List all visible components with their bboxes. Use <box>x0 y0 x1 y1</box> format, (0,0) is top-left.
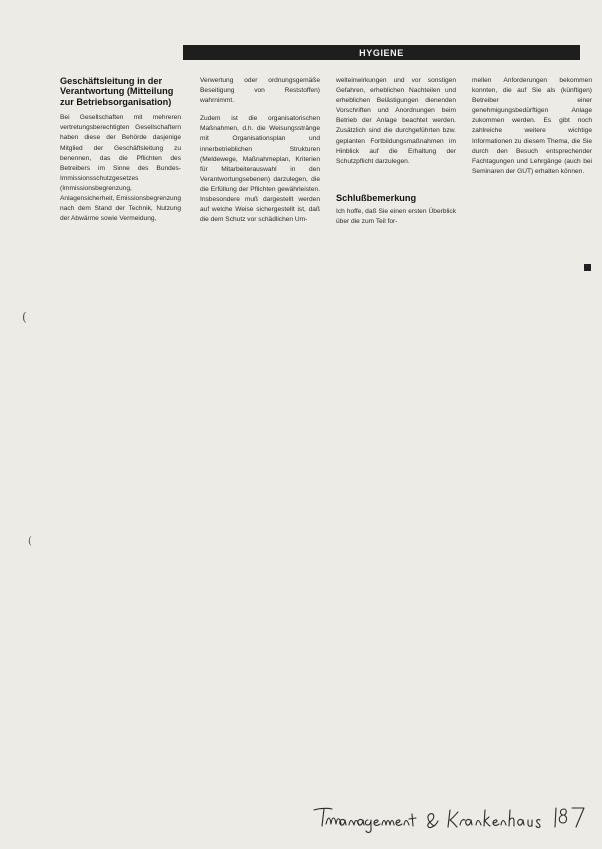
article-subheading-1: Geschäftsleitung in der Verantwortung (Mitteilung zur Betriebsorganisation) <box>60 76 174 107</box>
handwritten-signature <box>300 800 600 840</box>
punch-hole-mark-top: ( <box>22 310 27 324</box>
column3-paragraph-2: Ich hoffe, daß Sie einen ersten Überblick über die zum Teil for- <box>336 208 456 226</box>
column1-body: Bei Gesellschaften mit mehreren vertretungsberechtigten Gesellschaftern haben diese der Behörde dasjenige Mitglied der Geschäftsleitung zu benennen, das die Pflichten des Betreibers im Sinne des Bundes-Immissionsschutzgesetzes (Immissionsbegrenzung, Anlagensicherheit, Emissionsbegrenzung nach dem Stand der Technik, Nutzung der Abwärme sowie Vermeidung, <box>60 114 181 223</box>
column2-paragraph-1: Verwertung oder ordnungsgemäße Beseitigung von Reststoffen) wahrnimmt. <box>200 77 320 105</box>
section-header <box>183 45 580 60</box>
text-column-1 <box>60 76 181 224</box>
handwritten-signature-drawing <box>300 800 600 840</box>
column4-body: mellen Anforderungen bekommen konnten, die auf Sie als (künftigen) Betreiber einer genehmigungsbedürftigen Anlage zukommen werden. Es gibt noch zahlreiche weitere wichtige Informationen zu diesem Thema, die Sie durch den Besuch entsprechender Fachtagungen und Lehrgänge (auch bei Seminaren der GUT) erhalten können. <box>472 77 592 175</box>
text-column-4 <box>472 76 592 177</box>
column3-paragraph-1: welteinwirkungen und vor sonstigen Gefahren, erheblichen Nachteilen und erheblichen Belästigungen dienenden Vorschriften und Anordnungen beim Betrieb der Anlage beachtet werden. Zusätzlich sind die durchgeführten bzw. geplanten Fortbildungsmaßnahmen im Hinblick auf die Erhaltung der Schutzpflicht darzulegen. <box>336 77 456 165</box>
black-square-icon <box>584 264 591 271</box>
section-title: HYGIENE <box>359 47 404 58</box>
column2-paragraph-2: Zudem ist die organisatorischen Maßnahmen, d.h. die Weisungsstränge mit Organisationsplan und innerbetrieblichen Strukturen (Meldewege, Maßnahmeplan, Kriterien für Mitarbeiterauswahl in den Verantwortungsebenen) darzulegen, die die Erfüllung der Pflichten gewährleisten. Insbesondere muß dargestellt werden auf welche Weise sichergestellt ist, daß die dem Schutz vor schädlichen Um- <box>200 115 320 224</box>
punch-hole-mark-bottom: ( <box>28 536 32 547</box>
closing-remark-heading: Schlußbemerkung <box>336 192 417 203</box>
text-column-3 <box>336 76 456 227</box>
text-column-2 <box>200 76 320 225</box>
